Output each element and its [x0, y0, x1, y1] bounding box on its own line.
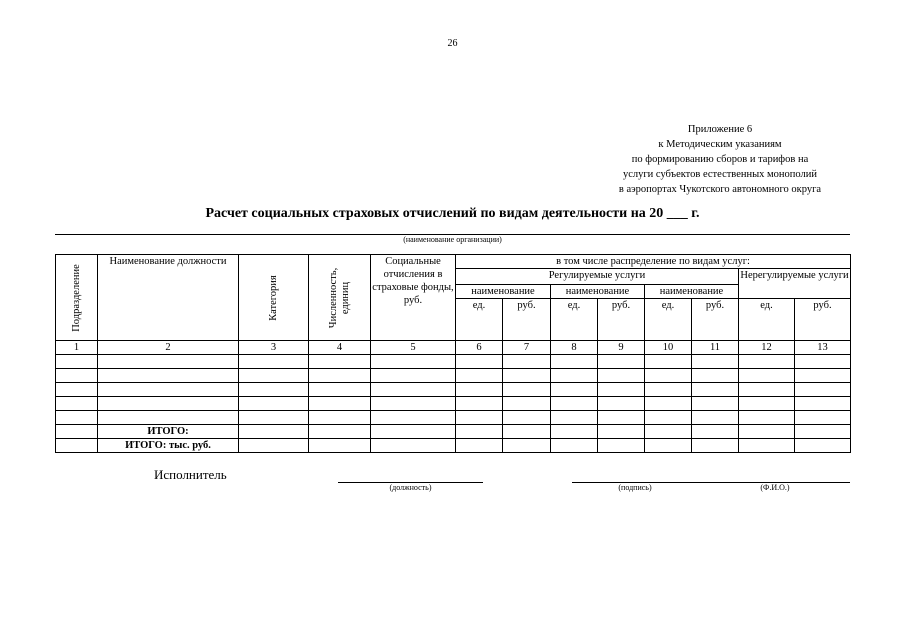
table-row [56, 369, 851, 383]
table-row [56, 397, 851, 411]
column-number: 3 [239, 341, 309, 355]
header-unit: ед. [739, 299, 795, 341]
page-number: 26 [447, 38, 458, 49]
column-number: 8 [551, 341, 598, 355]
total-thousand-label: ИТОГО: тыс. руб. [98, 439, 239, 453]
header-rub: руб. [598, 299, 645, 341]
column-number: 2 [98, 341, 239, 355]
document-title: Расчет социальных страховых отчислений по видам деятельности на 20 ___ г. [205, 206, 700, 221]
table-row [56, 411, 851, 425]
column-number: 10 [645, 341, 692, 355]
header-regulated: Регулируемые услуги [456, 269, 739, 285]
contributions-table [55, 254, 851, 453]
appendix-line: к Методическим указаниям [658, 139, 782, 150]
header-distribution: в том числе распределение по видам услуг: [456, 255, 851, 269]
column-number-row [56, 341, 851, 355]
header-unit: ед. [551, 299, 598, 341]
organization-caption: (наименование организации) [403, 235, 502, 244]
header-position-name: Наименование должности [98, 255, 239, 341]
appendix-line: по формированию сборов и тарифов на [631, 154, 809, 165]
header-naimenovanie-1: наименование [456, 285, 551, 299]
header-naimenovanie-2: наименование [551, 285, 645, 299]
appendix-block [560, 122, 880, 197]
table-row [56, 383, 851, 397]
column-number: 4 [309, 341, 371, 355]
position-caption: (должность) [389, 483, 432, 492]
header-social-contributions: Социальные отчисления в страховые фонды, руб. [371, 255, 456, 341]
table-row [56, 355, 851, 369]
header-unit: ед. [456, 299, 503, 341]
header-rub: руб. [692, 299, 739, 341]
executor-label: Исполнитель [154, 467, 227, 482]
column-number: 5 [371, 341, 456, 355]
header-unregulated: Нерегулируемые услуги [739, 269, 851, 299]
column-number: 6 [456, 341, 503, 355]
column-number: 9 [598, 341, 645, 355]
header-headcount: Численность, единиц [309, 255, 371, 341]
column-number: 7 [503, 341, 551, 355]
header-category: Категория [239, 255, 309, 341]
total-thousand-row [56, 439, 851, 453]
column-number: 12 [739, 341, 795, 355]
appendix-line: Приложение 6 [687, 124, 753, 135]
fio-caption: (Ф.И.О.) [760, 483, 790, 492]
column-number: 13 [795, 341, 851, 355]
header-rub: руб. [503, 299, 551, 341]
column-number: 1 [56, 341, 98, 355]
appendix-line: в аэропортах Чукотского автономного округа [618, 184, 822, 195]
column-number: 11 [692, 341, 739, 355]
signature-caption: (подпись) [618, 483, 652, 492]
header-naimenovanie-3: наименование [645, 285, 739, 299]
total-row [56, 425, 851, 439]
appendix-line: услуги субъектов естественных монополий [622, 169, 818, 180]
header-unit: ед. [645, 299, 692, 341]
header-rub: руб. [795, 299, 851, 341]
header-division: Подразделение [56, 255, 98, 341]
total-label: ИТОГО: [98, 425, 239, 439]
